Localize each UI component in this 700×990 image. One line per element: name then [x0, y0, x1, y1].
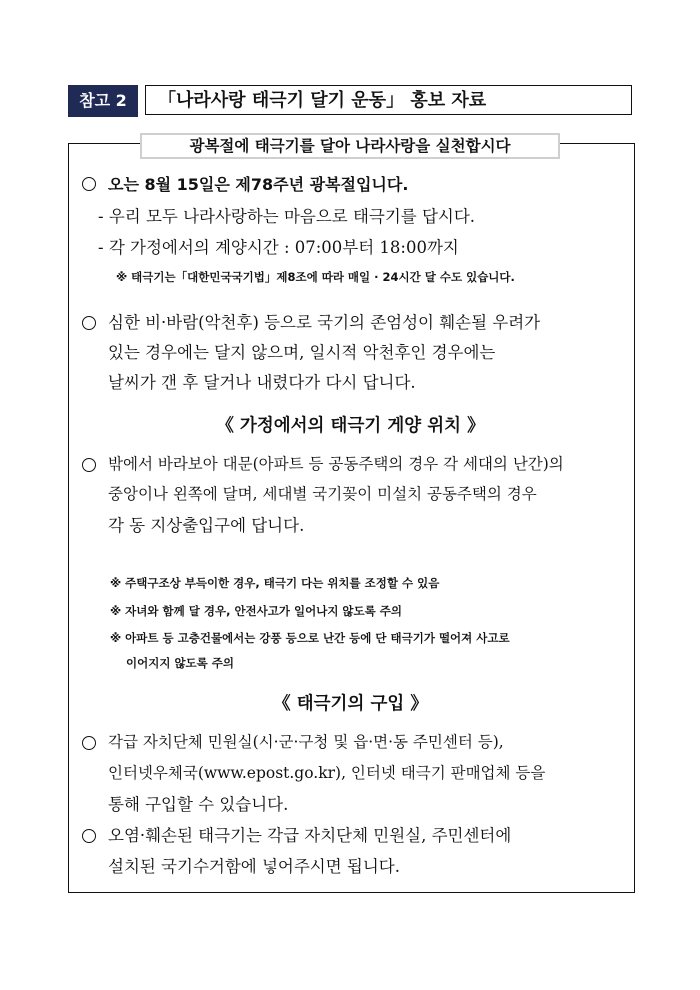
reference-tag: 참고 2: [68, 85, 138, 117]
document-header: [68, 85, 634, 117]
block1-sub1: - 우리 모두 나라사랑하는 마음으로 태극기를 답시다.: [98, 207, 476, 226]
block1-sub2: - 각 가정에서의 계양시간 : 07:00부터 18:00까지: [98, 238, 459, 257]
block5-line2: 설치된 국기수거함에 넣어주시면 됩니다.: [108, 857, 400, 876]
block3-line3: 각 동 지상출입구에 답니다.: [108, 516, 305, 535]
bullet-circle-icon: [82, 177, 96, 191]
bullet-circle-icon: [82, 458, 96, 472]
block3-line2: 중앙이나 왼쪽에 달며, 세대별 국기꽂이 미설치 공동주택의 경우: [108, 485, 537, 503]
note-3b: 이어지지 않도록 주의: [126, 656, 234, 670]
block4-line2: 인터넷우체국(www.epost.go.kr), 인터넷 태극기 판매업체 등을: [108, 764, 546, 782]
section-heading-location: 《 가정에서의 태극기 게양 위치 》: [216, 416, 485, 436]
note-1: ※ 주택구조상 부득이한 경우, 태극기 다는 위치를 조정할 수 있음: [110, 576, 440, 590]
block4-line3: 통해 구입할 수 있습니다.: [108, 795, 289, 814]
note-2: ※ 자녀와 함께 달 경우, 안전사고가 일어나지 않도록 주의: [110, 604, 402, 618]
note-3a: ※ 아파트 등 고층건물에서는 강풍 등으로 난간 등에 단 태극기가 떨어져 사고로: [110, 631, 510, 645]
banner-title: 광복절에 태극기를 달아 나라사랑을 실천합시다: [140, 133, 560, 159]
section-heading-purchase: 《 태극기의 구입 》: [273, 694, 428, 714]
block3-line1: 밖에서 바라보아 대문(아파트 등 공동주택의 경우 각 세대의 난간)의: [108, 455, 564, 473]
block2-line3: 날씨가 갠 후 달거나 내렸다가 다시 답니다.: [108, 373, 416, 392]
block2-line1: 심한 비·바람(악천후) 등으로 국기의 존엄성이 훼손될 우려가: [108, 313, 541, 332]
block1-note: ※ 태극기는「대한민국국기법」제8조에 따라 매일 · 24시간 달 수도 있습니다.: [116, 270, 515, 284]
bullet-circle-icon: [82, 316, 96, 330]
document-title: 「나라사랑 태극기 달기 운동」 홍보 자료: [145, 85, 632, 115]
bullet-circle-icon: [82, 736, 96, 750]
bullet-circle-icon: [82, 829, 96, 843]
block5-line1: 오염·훼손된 태극기는 각급 자치단체 민원실, 주민센터에: [108, 826, 512, 845]
block2-line2: 있는 경우에는 달지 않으며, 일시적 악천후인 경우에는: [108, 343, 496, 362]
block1-main: 오는 8월 15일은 제78주년 광복절입니다.: [108, 175, 409, 194]
block4-line1: 각급 자치단체 민원실(시·군·구청 및 읍·면·동 주민센터 등),: [108, 733, 504, 751]
